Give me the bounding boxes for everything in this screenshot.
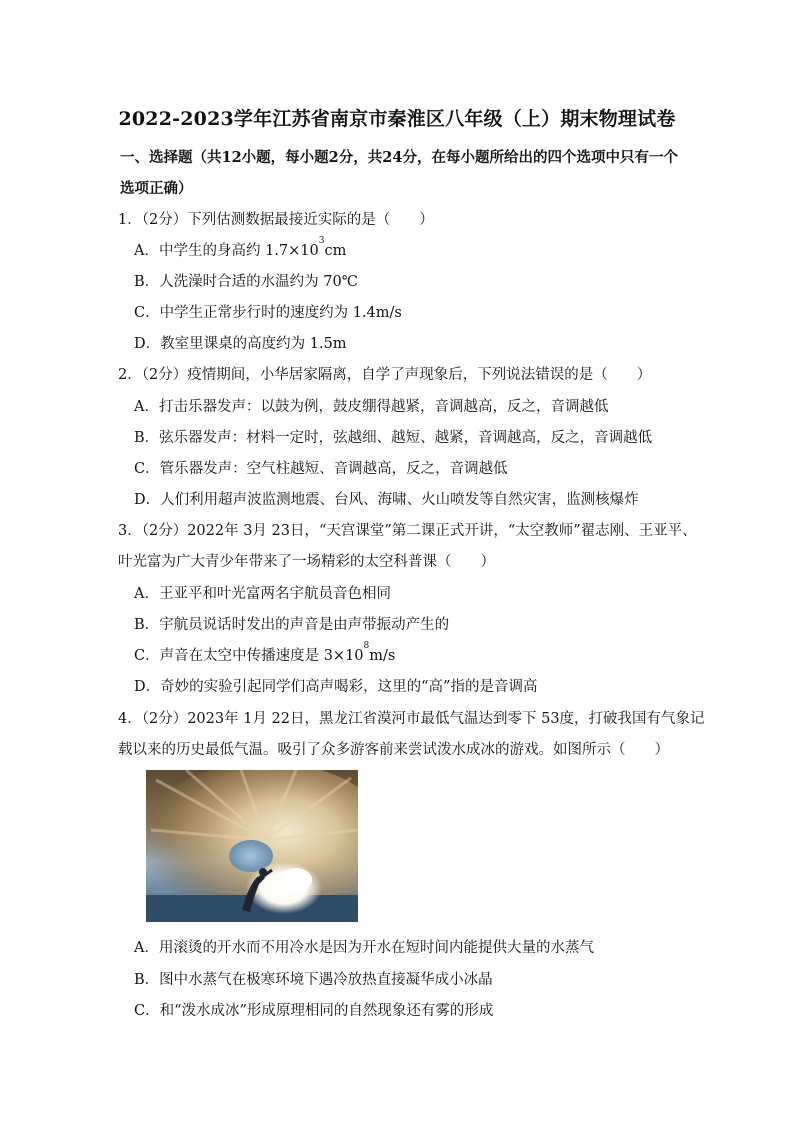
question-3-option-d: D．奇妙的实验引起同学们高声喝彩，这里的“高”指的是音调高 bbox=[134, 679, 538, 695]
question-4-stem-cont: 载以来的历史最低气温。吸引了众多游客前来尝试泼水成冰的游戏。如图所示（ ） bbox=[118, 742, 669, 758]
question-2-option-b: B．弦乐器发声：材料一定时，弦越细、越短、越紧，音调越高，反之，音调越低 bbox=[134, 430, 653, 446]
question-3-option-b: B．宇航员说话时发出的声音是由声带振动产生的 bbox=[134, 617, 450, 633]
question-4-option-c: C．和“泼水成冰”形成原理相同的自然现象还有雾的形成 bbox=[134, 1003, 494, 1019]
question-3-option-a: A．王亚平和叶光富两名宇航员音色相同 bbox=[134, 586, 391, 602]
question-2-option-d: D．人们利用超声波监测地震、台风、海啸、火山喷发等自然灾害，监测核爆炸 bbox=[134, 492, 639, 508]
water-to-ice-illustration bbox=[146, 770, 358, 922]
question-2-option-c: C．管乐器发声：空气柱越短、音调越高，反之，音调越低 bbox=[134, 461, 508, 477]
question-4-option-b: B．图中水蒸气在极寒环境下遇冷放热直接凝华成小冰晶 bbox=[134, 972, 493, 988]
question-3-stem: 3．（2分）2022年 3月 23日，“天宫课堂”第二课正式开讲，“太空教师”翟志刚、王亚平、 bbox=[118, 523, 697, 539]
exam-title: 2022-2023学年江苏省南京市秦淮区八年级（上）期末物理试卷 bbox=[118, 108, 676, 130]
question-1-stem: 1．（2分）下列估测数据最接近实际的是（ ） bbox=[118, 212, 434, 228]
section-heading-cont: 选项正确） bbox=[120, 180, 193, 197]
question-4-option-a: A．用滚烫的开水而不用冷水是因为开水在短时间内能提供大量的水蒸气 bbox=[134, 940, 594, 956]
water-to-ice-photo bbox=[146, 770, 358, 922]
question-2-stem: 2．（2分）疫情期间，小华居家隔离，自学了声现象后，下列说法错误的是（ ） bbox=[118, 367, 652, 383]
question-4-stem: 4．（2分）2023年 1月 22日，黑龙江省漠河市最低气温达到零下 53度，打破我国有气象记 bbox=[118, 711, 705, 727]
question-1-option-c: C．中学生正常步行时的速度约为 1.4m/s bbox=[134, 305, 402, 321]
question-1-option-b: B．人洗澡时合适的水温约为 70℃ bbox=[134, 274, 358, 290]
question-1-option-a: A．中学生的身高约 $1.7\times 10^3cm$ bbox=[134, 236, 347, 259]
question-2-option-a: A．打击乐器发声：以鼓为例，鼓皮绷得越紧，音调越高，反之，音调越低 bbox=[134, 399, 609, 415]
question-3-stem-cont: 叶光富为广大青少年带来了一场精彩的太空科普课（ ） bbox=[118, 554, 495, 570]
question-1-option-d: D．教室里课桌的高度约为 1.5m bbox=[134, 336, 347, 352]
question-3-option-c: C．声音在太空中传播速度是 $3\times 10^8m/s$ bbox=[134, 641, 396, 664]
section-heading: 一、选择题（共12小题，每小题2分，共24分，在每小题所给出的四个选项中只有一个 bbox=[120, 149, 678, 166]
